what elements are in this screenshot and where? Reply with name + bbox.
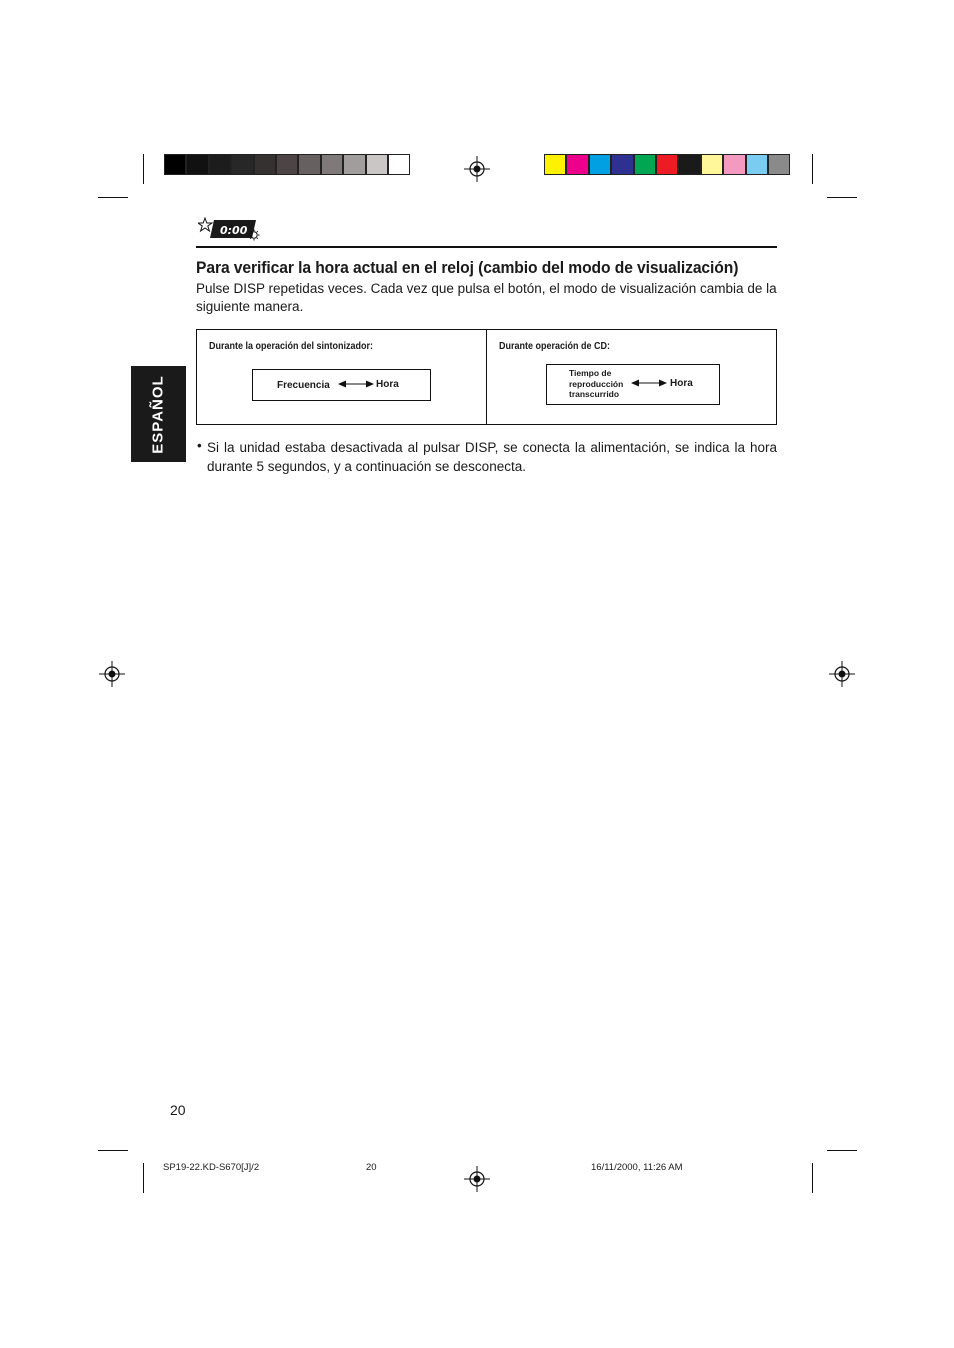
bullet-marker: • (197, 438, 202, 453)
calibration-swatch (366, 154, 388, 175)
cd-from-line: transcurrido (569, 389, 620, 399)
cd-mode-label: Durante operación de CD: (499, 341, 611, 352)
crop-mark (143, 1163, 144, 1193)
crop-mark (827, 1150, 857, 1151)
tuner-from-label: Frecuencia (277, 380, 330, 391)
cd-from-label (569, 368, 623, 400)
registration-mark-icon (99, 661, 125, 687)
calibration-swatch (231, 154, 253, 175)
calibration-swatch (746, 154, 768, 175)
calibration-swatch (276, 154, 298, 175)
crop-mark (143, 154, 144, 184)
calibration-swatch (634, 154, 656, 175)
crop-mark (98, 1150, 128, 1151)
clock-icon-text: 0:00 (220, 224, 248, 237)
registration-mark-icon (464, 1166, 490, 1192)
bullet-note: Si la unidad estaba desactivada al pulsar DISP, se conecta la alimentación, se indica la hora durante 5 segundos, y a continuación se desconecta. (207, 440, 777, 474)
calibration-swatch (611, 154, 633, 175)
table-divider (486, 329, 487, 425)
page-number: 20 (170, 1102, 186, 1118)
tuner-mode-label: Durante la operación del sintonizador: (209, 341, 374, 352)
tuner-to-label: Hora (376, 379, 399, 390)
crop-mark (827, 197, 857, 198)
calibration-swatch (164, 154, 186, 175)
calibration-swatch (298, 154, 320, 175)
cd-from-line: reproducción (569, 378, 624, 389)
language-tab-label: ESPAÑOL (150, 374, 167, 454)
footer-timestamp: 16/11/2000, 11:26 AM (591, 1162, 683, 1173)
calibration-swatch (723, 154, 745, 175)
double-arrow-icon (338, 379, 374, 389)
calibration-swatch (544, 154, 566, 175)
calibration-swatch (186, 154, 208, 175)
clock-display-icon (198, 217, 262, 243)
calibration-swatch (343, 154, 365, 175)
calibration-swatch (656, 154, 678, 175)
crop-mark (812, 154, 813, 184)
calibration-swatch (388, 154, 410, 175)
cd-to-label: Hora (670, 378, 693, 389)
footer-page-ref: 20 (366, 1162, 377, 1173)
registration-mark-icon (464, 156, 490, 182)
cd-from-line: Tiempo de (569, 368, 612, 378)
calibration-swatch (678, 154, 700, 175)
calibration-swatch (321, 154, 343, 175)
intro-paragraph: Pulse DISP repetidas veces. Cada vez que pulsa el botón, el modo de visualización cambia de la siguiente manera. (196, 281, 777, 314)
crop-mark (98, 197, 128, 198)
calibration-swatch (566, 154, 588, 175)
registration-mark-icon (829, 661, 855, 687)
calibration-swatch (209, 154, 231, 175)
calibration-swatch (254, 154, 276, 175)
section-heading: Para verificar la hora actual en el reloj (cambio del modo de visualización) (196, 258, 739, 277)
double-arrow-icon (631, 378, 667, 388)
language-tab-label-wrap (131, 366, 186, 462)
crop-mark (812, 1163, 813, 1193)
section-divider (196, 246, 777, 248)
footer-file-name: SP19-22.KD-S670[J]/2 (163, 1162, 260, 1173)
calibration-swatch (701, 154, 723, 175)
calibration-swatch (768, 154, 790, 175)
calibration-swatch (589, 154, 611, 175)
